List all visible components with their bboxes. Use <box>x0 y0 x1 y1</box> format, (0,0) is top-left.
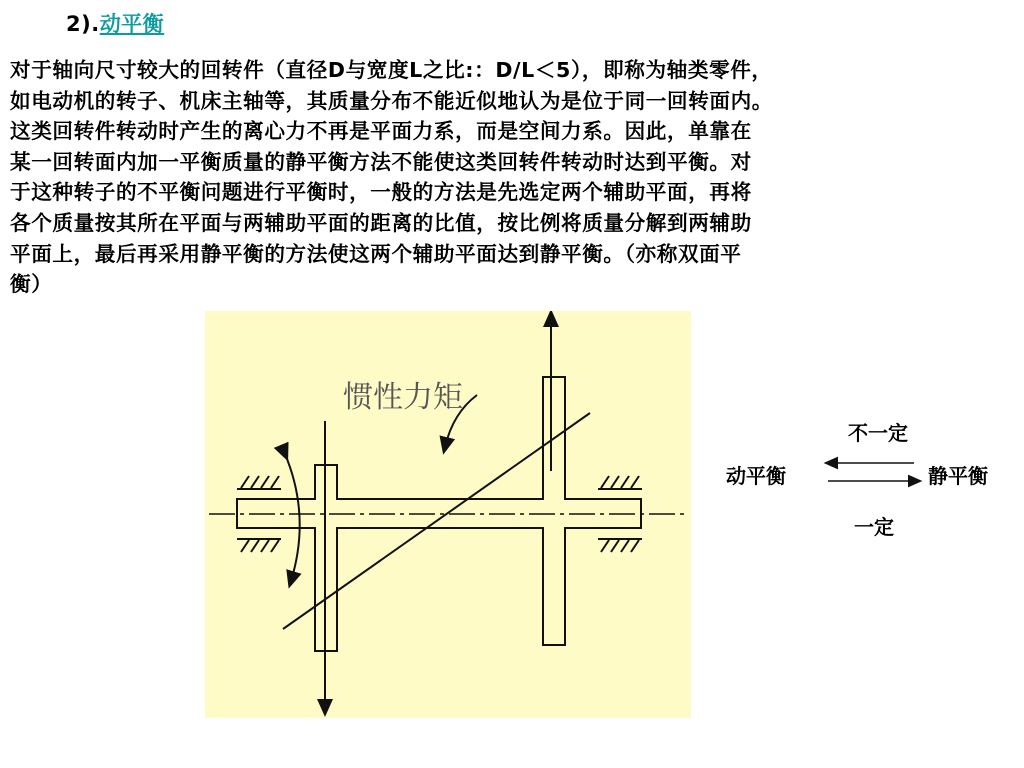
relation-bottom-label: 一定 <box>854 515 894 539</box>
relation-left-term: 动平衡 <box>726 464 786 488</box>
paragraph-line: 衡） <box>10 272 53 297</box>
relation-right-term: 静平衡 <box>928 464 988 488</box>
rotor-diagram-svg <box>205 311 691 718</box>
inertia-moment-label: 惯性力矩 <box>343 380 463 415</box>
heading-prefix: 2). <box>66 12 100 36</box>
section-heading <box>66 8 164 38</box>
paragraph-line: 各个质量按其所在平面与两辅助平面的距离的比值，按比例将质量分解到两辅助 <box>10 210 752 235</box>
paragraph-line: 某一回转面内加一平衡质量的静平衡方法不能使这类回转件转动时达到平衡。对 <box>10 149 752 174</box>
left-bearing-top <box>237 476 281 489</box>
paragraph-line: 于这种转子的不平衡问题进行平衡时，一般的方法是先选定两个辅助平面，再将 <box>10 180 752 205</box>
right-bearing-top <box>598 476 642 489</box>
balance-relation <box>720 415 1024 545</box>
left-bearing-bottom <box>237 539 281 552</box>
moment-arrow-left <box>285 454 300 581</box>
paragraph-line: 平面上，最后再采用静平衡的方法使这两个辅助平面达到静平衡。（亦称双面平 <box>10 241 742 266</box>
paragraph-line: 如电动机的转子、机床主轴等，其质量分布不能近似地认为是位于同一回转面内。 <box>10 88 773 113</box>
relation-arrows <box>720 415 1024 545</box>
paragraph-line: 对于轴向尺寸较大的回转件（直径D与宽度L之比:：D/L＜5），即称为轴类零件， <box>10 58 773 82</box>
paragraph-line: 这类回转件转动时产生的离心力不再是平面力系，而是空间力系。因此，单靠在 <box>10 119 752 144</box>
right-bearing-bottom <box>598 539 642 552</box>
relation-top-label: 不一定 <box>848 421 908 445</box>
heading-link[interactable]: 动平衡 <box>99 12 165 36</box>
body-paragraph <box>10 55 1020 300</box>
rotor-diagram <box>205 311 691 718</box>
